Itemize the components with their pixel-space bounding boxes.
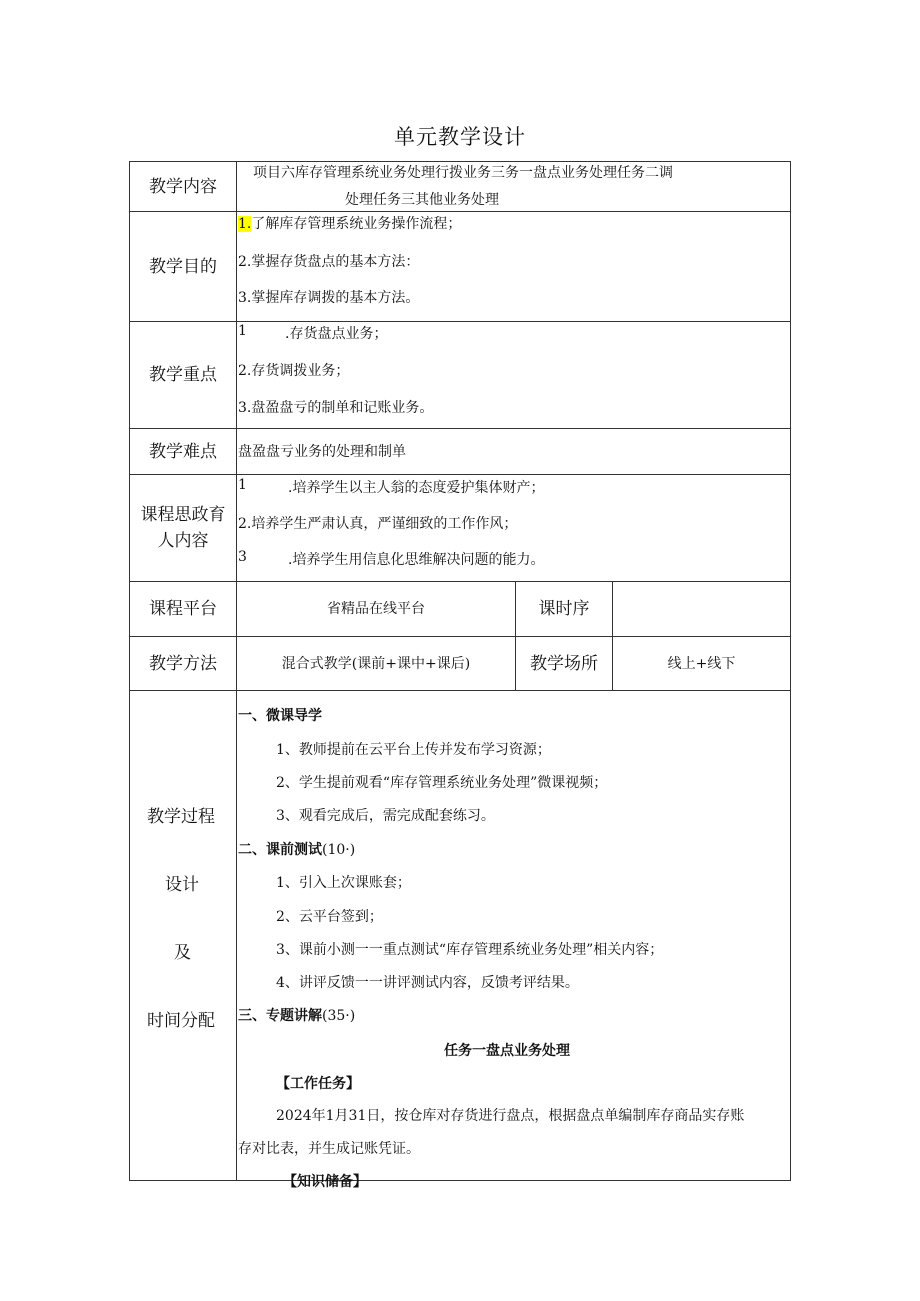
difficulty-label — [130, 429, 236, 474]
section-2-title — [238, 839, 355, 859]
platform-label-text: 课程平台 — [149, 599, 217, 619]
ideology-item-1-text: .培养学生以主人翁的态度爱护集体财产； — [288, 480, 545, 496]
content-label — [130, 162, 236, 211]
process-label-line-3: 及 — [174, 943, 191, 963]
page-title: 单元教学设计 — [394, 125, 526, 149]
difficulty-text: 盘盈盘亏业务的处理和制单 — [238, 444, 406, 460]
keypoints-label — [130, 322, 236, 428]
period-label — [516, 582, 612, 636]
section-1-item-3: 3、观看完成后，需完成配套练习。 — [276, 808, 495, 824]
keypoint-item-1-num: 1 — [238, 323, 247, 339]
difficulty-label-text: 教学难点 — [149, 441, 217, 462]
keypoint-item-2: 2.存货调拨业务； — [238, 363, 350, 379]
platform-value — [237, 582, 515, 636]
venue-label-text: 教学场所 — [530, 653, 598, 674]
objective-item-2: 2.掌握存货盘点的基本方法： — [238, 254, 420, 270]
objectives-label — [130, 212, 236, 321]
ideology-item-1-num: 1 — [238, 477, 247, 493]
knowledge-clip — [237, 1164, 790, 1190]
platform-value-text: 省精品在线平台 — [327, 601, 425, 617]
keypoint-item-1-text: .存货盘点业务； — [285, 326, 388, 342]
knowledge-heading: 【知识储备】 — [283, 1174, 367, 1190]
highlighted-number: 1. — [238, 216, 252, 232]
process-label-line-4: 时间分配 — [147, 1011, 215, 1031]
objective-item-3: 3.掌握库存调拨的基本方法。 — [238, 290, 420, 306]
section-1-item-1: 1、教师提前在云平台上传并发布学习资源； — [276, 742, 551, 758]
work-task-heading: 【工作任务】 — [276, 1076, 360, 1092]
venue-value-text: 线上+线下 — [667, 655, 736, 672]
method-label — [130, 637, 236, 690]
section-2-time: (10·) — [322, 842, 356, 858]
ideology-item-2: 2.培养学生严肃认真，严谨细致的工作作风； — [238, 516, 518, 532]
keypoints-label-text: 教学重点 — [149, 365, 217, 385]
ideology-label-line-1: 课程思政育 — [140, 505, 226, 525]
content-label-text: 教学内容 — [149, 176, 217, 197]
method-value — [237, 637, 515, 690]
section-2-title-text: 二、课前测试 — [238, 842, 322, 858]
section-2-item-3: 3、课前小测一一重点测试“库存管理系统业务处理”相关内容； — [276, 942, 664, 958]
ideology-label-line-2: 人内容 — [157, 531, 209, 551]
task-title: 任务一盘点业务处理 — [444, 1043, 570, 1059]
objective-item-1 — [238, 213, 461, 233]
ideology-label — [130, 475, 236, 581]
ideology-item-3-num: 3 — [238, 549, 247, 565]
task-description-line-1: 2024年1月31日，按仓库对存货进行盘点，根据盘点单编制库存商品实存账 — [276, 1108, 745, 1124]
section-3-title — [238, 1005, 355, 1025]
content-line-2: 处理任务三其他业务处理 — [345, 192, 499, 208]
section-1-item-2: 2、学生提前观看“库存管理系统业务处理”微课视频； — [276, 775, 608, 791]
method-label-text: 教学方法 — [149, 653, 217, 674]
platform-label — [130, 582, 236, 636]
section-2-item-1: 1、引入上次课账套； — [276, 875, 411, 891]
objectives-label-text: 教学目的 — [149, 256, 217, 277]
period-label-text: 课时序 — [538, 599, 590, 619]
content-line-1: 项目六库存管理系统业务处理行拨业务三务一盘点业务处理任务二调 — [253, 165, 673, 181]
method-value-text: 混合式教学(课前+课中+课后) — [281, 655, 471, 672]
section-3-time: (35·) — [322, 1008, 356, 1024]
table-border-bottom — [129, 1180, 791, 1181]
period-value — [613, 582, 790, 636]
section-2-item-4: 4、讲评反馈一一讲评测试内容，反馈考评结果。 — [276, 975, 579, 991]
section-3-title-text: 三、专题讲解 — [238, 1008, 322, 1024]
section-1-title: 一、微课导学 — [238, 708, 322, 724]
keypoint-item-3: 3.盘盈盘亏的制单和记账业务。 — [238, 400, 434, 416]
task-description-line-2: 存对比表，并生成记账凭证。 — [238, 1141, 420, 1157]
ideology-item-3-text: .培养学生用信息化思维解决问题的能力。 — [288, 552, 545, 568]
process-label-line-2: 设计 — [165, 875, 199, 895]
table-border-right — [790, 161, 791, 1181]
objective-item-1-text: 了解库存管理系统业务操作流程； — [251, 216, 462, 232]
venue-value — [613, 637, 790, 690]
row-divider — [129, 690, 791, 691]
venue-label — [516, 637, 612, 690]
section-2-item-2: 2、云平台签到； — [276, 909, 383, 925]
process-label-line-1: 教学过程 — [147, 807, 215, 827]
